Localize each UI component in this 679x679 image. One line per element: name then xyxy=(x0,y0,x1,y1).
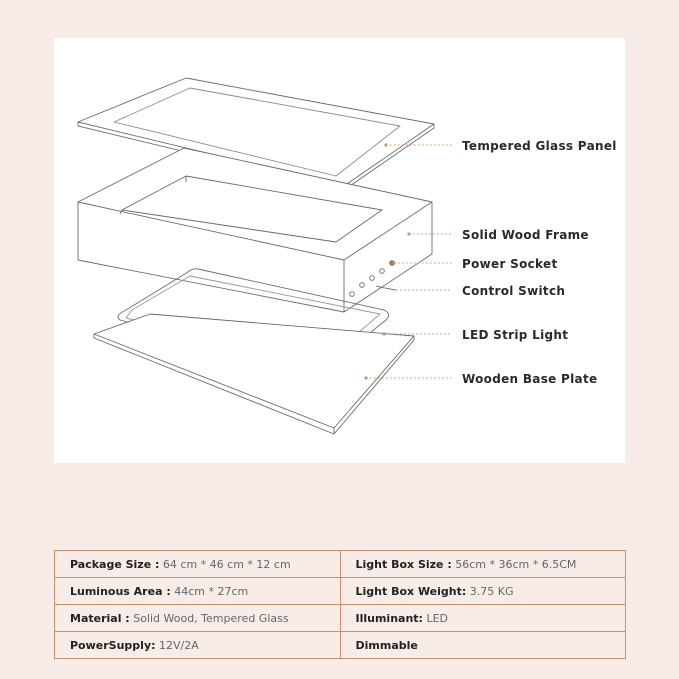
label-tempered-glass-panel: Tempered Glass Panel xyxy=(462,139,617,153)
spec-package-size: Package Size : 64 cm * 46 cm * 12 cm xyxy=(55,551,341,578)
label-wooden-base-plate: Wooden Base Plate xyxy=(462,372,598,386)
solid-wood-frame-shape xyxy=(78,148,432,312)
exploded-diagram xyxy=(54,38,625,463)
table-row xyxy=(55,551,626,578)
spec-table xyxy=(54,550,626,659)
label-solid-wood-frame: Solid Wood Frame xyxy=(462,228,589,242)
label-control-switch: Control Switch xyxy=(462,284,566,298)
spec-dimmable: Dimmable xyxy=(340,632,626,659)
label-led-strip-light: LED Strip Light xyxy=(462,328,569,342)
spec-light-box-size: Light Box Size : 56cm * 36cm * 6.5CM xyxy=(340,551,626,578)
table-row xyxy=(55,632,626,659)
spec-light-box-weight: Light Box Weight: 3.75 KG xyxy=(340,578,626,605)
table-row xyxy=(55,605,626,632)
spec-material: Material : Solid Wood, Tempered Glass xyxy=(55,605,341,632)
wooden-base-plate-shape xyxy=(94,314,414,434)
spec-luminous-area: Luminous Area : 44cm * 27cm xyxy=(55,578,341,605)
light-box-drawing xyxy=(54,38,625,463)
label-power-socket: Power Socket xyxy=(462,257,558,271)
spec-illuminant: Illuminant: LED xyxy=(340,605,626,632)
spec-power-supply: PowerSupply: 12V/2A xyxy=(55,632,341,659)
table-row xyxy=(55,578,626,605)
